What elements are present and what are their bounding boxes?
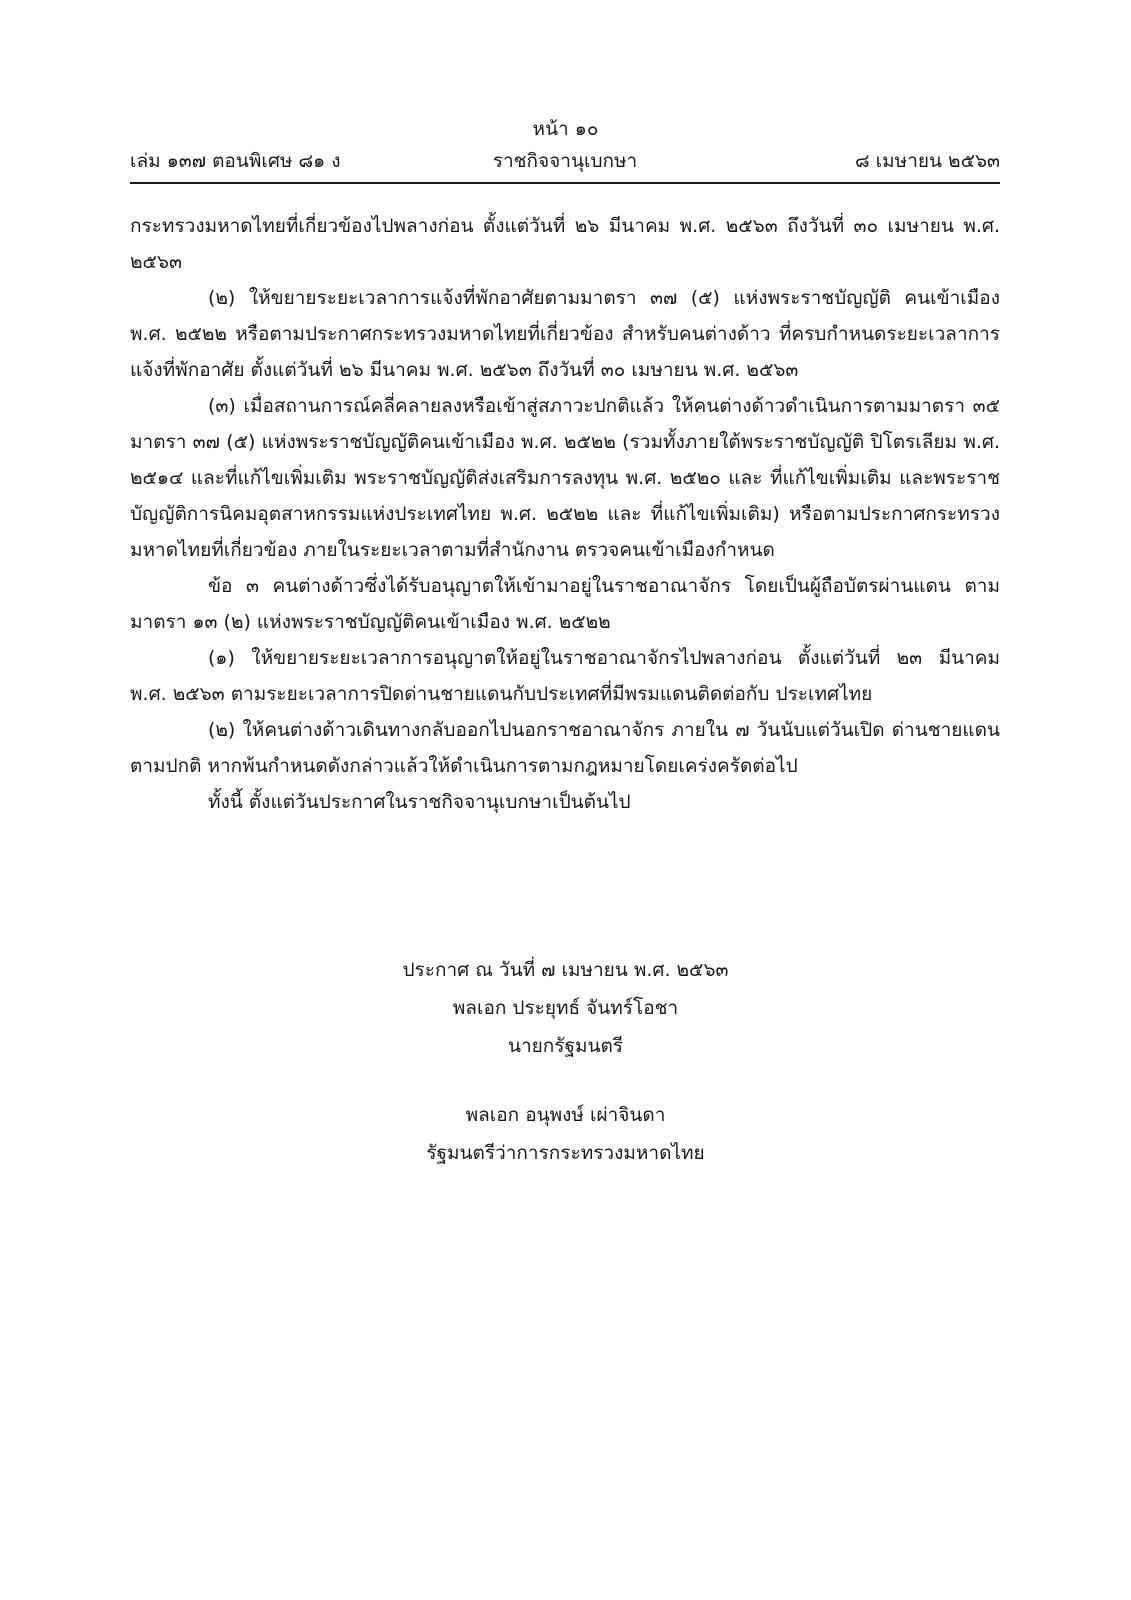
- volume-info: เล่ม ๑๓๗ ตอนพิเศษ ๘๑ ง: [130, 150, 341, 172]
- paragraph-clause-3-item-2: (๒) ให้คนต่างด้าวเดินทางกลับออกไปนอกราชอาณาจักร ภายใน ๗ วันนับแต่วันเปิด ด่านชายแดนตามปกติ หากพ้นกำหนดดังกล่าวแล้วให้ดำเนินการตามกฎหมายโดยเคร่งครัดต่อไป: [130, 719, 1000, 777]
- publication-title: ราชกิจจานุเบกษา: [492, 150, 638, 172]
- announcement-date: ประกาศ ณ วันที่ ๗ เมษายน พ.ศ. ๒๕๖๓: [402, 959, 729, 981]
- page-number: หน้า ๑๐: [532, 118, 599, 140]
- paragraph-item-3: (๓) เมื่อสถานการณ์คลี่คลายลงหรือเข้าสู่สภาวะปกติแล้ว ให้คนต่างด้าวดำเนินการตามมาตรา ๓๕ มาตรา ๓๗ (๕) แห่งพระราชบัญญัติคนเข้าเมือง พ.ศ. ๒๕๒๒ (รวมทั้งภายใต้พระราชบัญญัติ ปิโตรเลียม พ.ศ. ๒๕๑๔ และที่แก้ไขเพิ่มเติม พระราชบัญญัติส่งเสริมการลงทุน พ.ศ. ๒๕๒๐ และ ที่แก้ไขเพิ่มเติม และพระราชบัญญัติการนิคมอุตสาหกรรมแห่งประเทศไทย พ.ศ. ๒๕๒๒ และ ที่แก้ไขเพิ่มเติม) หรือตามประกาศกระทรวงมหาดไทยที่เกี่ยวข้อง ภายในระยะเวลาตามที่สำนักงาน ตรวจคนเข้าเมืองกำหนด: [130, 395, 1000, 561]
- paragraph-continuation: กระทรวงมหาดไทยที่เกี่ยวข้องไปพลางก่อน ตั้งแต่วันที่ ๒๖ มีนาคม พ.ศ. ๒๕๖๓ ถึงวันที่ ๓๐ เมษายน พ.ศ. ๒๕๖๓: [130, 215, 1000, 273]
- paragraph-clause-3: ข้อ ๓ คนต่างด้าวซึ่งได้รับอนุญาตให้เข้ามาอยู่ในราชอาณาจักร โดยเป็นผู้ถือบัตรผ่านแดน ตามมาตรา ๑๓ (๒) แห่งพระราชบัญญัติคนเข้าเมือง พ.ศ. ๒๕๒๒: [130, 575, 1000, 633]
- minister-name: พลเอก อนุพงษ์ เผ่าจินดา: [465, 1104, 666, 1126]
- minister-title: รัฐมนตรีว่าการกระทรวงมหาดไทย: [426, 1142, 705, 1164]
- paragraph-clause-3-item-1: (๑) ให้ขยายระยะเวลาการอนุญาตให้อยู่ในราชอาณาจักรไปพลางก่อน ตั้งแต่วันที่ ๒๓ มีนาคม พ.ศ. ๒๕๖๓ ตามระยะเวลาการปิดด่านชายแดนกับประเทศที่มีพรมแดนติดต่อกับ ประเทศไทย: [130, 647, 1000, 705]
- paragraph-item-2: (๒) ให้ขยายระยะเวลาการแจ้งที่พักอาศัยตามมาตรา ๓๗ (๕) แห่งพระราชบัญญัติ คนเข้าเมือง พ.ศ. ๒๕๒๒ หรือตามประกาศกระทรวงมหาดไทยที่เกี่ยวข้อง สำหรับคนต่างด้าว ที่ครบกำหนดระยะเวลาการแจ้งที่พักอาศัย ตั้งแต่วันที่ ๒๖ มีนาคม พ.ศ. ๒๕๖๓ ถึงวันที่ ๓๐ เมษายน พ.ศ. ๒๕๖๓: [130, 287, 1000, 381]
- prime-minister-title: นายกรัฐมนตรี: [507, 1035, 624, 1057]
- publication-date: ๘ เมษายน ๒๕๖๓: [854, 150, 1000, 172]
- header-divider: [130, 182, 1000, 184]
- prime-minister-name: พลเอก ประยุทธ์ จันทร์โอชา: [452, 997, 679, 1019]
- gazette-header: [130, 146, 1000, 176]
- paragraph-effective-date: ทั้งนี้ ตั้งแต่วันประกาศในราชกิจจานุเบกษาเป็นต้นไป: [208, 791, 631, 813]
- document-body: [130, 208, 1000, 820]
